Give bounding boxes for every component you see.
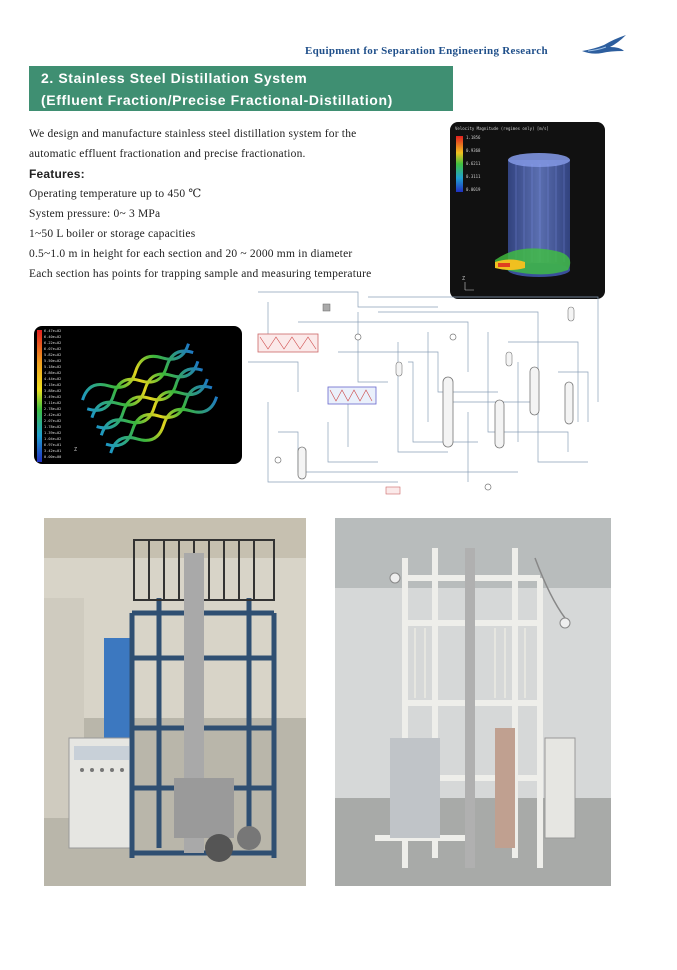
distillation-system-photo-left [44,518,306,886]
section-title-line2: (Effluent Fraction/Precise Fractional-Distillation) [41,92,393,108]
svg-text:6.97e+01: 6.97e+01 [44,443,62,447]
svg-text:0.00e+00: 0.00e+00 [44,455,62,459]
feature-item: Each section has points for trapping sample and measuring temperature [29,268,372,280]
svg-text:1.04e+02: 1.04e+02 [44,437,62,441]
intro-line-2: automatic effluent fractionation and precise fractionation. [29,148,306,160]
svg-text:1.1856: 1.1856 [466,135,481,140]
svg-text:3.42e+01: 3.42e+01 [44,449,62,453]
svg-text:Z: Z [462,276,466,282]
distillation-system-photo-right [335,518,611,886]
svg-text:1.39e+02: 1.39e+02 [44,431,62,435]
svg-text:5.18e+02: 5.18e+02 [44,365,62,369]
svg-text:4.44e+02: 4.44e+02 [44,377,62,381]
feature-item: 0.5~1.0 m in height for each section and 20 ~ 2000 mm in diameter [29,248,353,260]
svg-text:3.11e+02: 3.11e+02 [44,401,62,405]
svg-text:5.82e+02: 5.82e+02 [44,353,62,357]
svg-text:Z: Z [74,447,78,453]
bird-logo-icon [580,33,628,59]
svg-text:2.78e+02: 2.78e+02 [44,407,62,411]
feature-item: 1~50 L boiler or storage capacities [29,228,196,240]
intro-line-1: We design and manufacture stainless steel distillation system for the [29,128,357,140]
svg-text:6.40e+02: 6.40e+02 [44,335,62,339]
svg-text:0.3111: 0.3111 [466,174,481,179]
page-header-title: Equipment for Separation Engineering Research [305,45,548,57]
cfd-packing-simulation-image [34,326,242,464]
svg-text:6.07e+02: 6.07e+02 [44,347,62,351]
svg-text:6.22e+02: 6.22e+02 [44,341,62,345]
features-heading: Features: [29,167,85,181]
svg-text:0.6211: 0.6211 [466,161,481,166]
feature-item: System pressure: 0~ 3 MPa [29,208,161,220]
cfd-column-simulation-image [450,122,605,299]
svg-text:1.78e+02: 1.78e+02 [44,425,62,429]
section-title-box [29,66,453,111]
svg-text:2.07e+02: 2.07e+02 [44,419,62,423]
svg-text:0.0019: 0.0019 [466,187,481,192]
svg-text:2.42e+02: 2.42e+02 [44,413,62,417]
section-title-line1: 2. Stainless Steel Distillation System [41,70,308,86]
svg-text:4.86e+02: 4.86e+02 [44,371,62,375]
svg-text:4.15e+02: 4.15e+02 [44,383,62,387]
svg-text:3.88e+02: 3.88e+02 [44,389,62,393]
svg-text:6.47e+02: 6.47e+02 [44,329,62,333]
description-block [29,124,429,284]
svg-text:5.50e+02: 5.50e+02 [44,359,62,363]
svg-text:0.9368: 0.9368 [466,148,481,153]
process-flow-diagram [238,282,604,496]
svg-text:3.49e+02: 3.49e+02 [44,395,62,399]
cfd-caption: Velocity Magnitude (regimes only) [m/s] [455,126,549,131]
feature-item: Operating temperature up to 450 ℃ [29,188,202,200]
